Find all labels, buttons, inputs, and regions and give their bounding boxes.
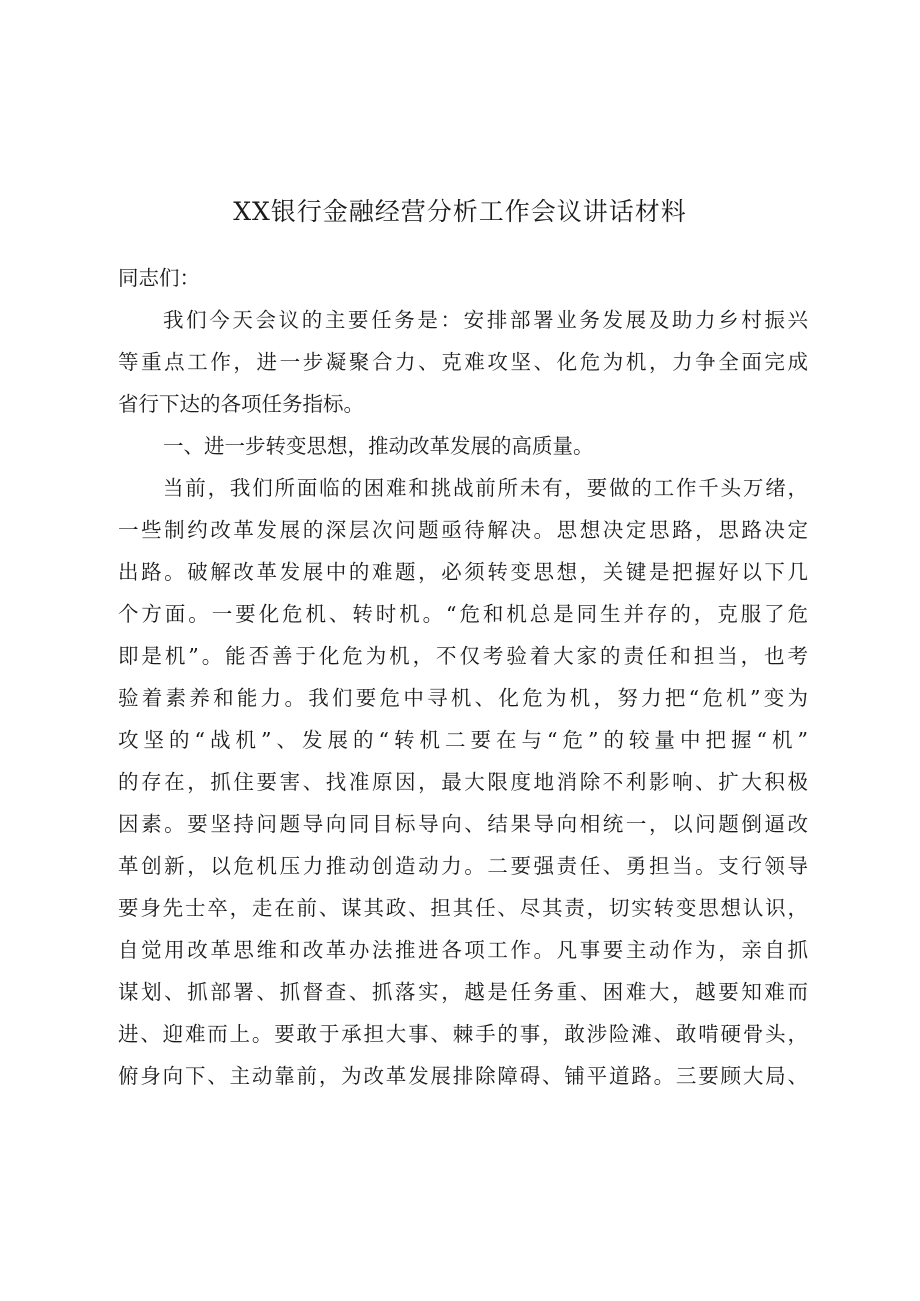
text-line: 因素。要坚持问题导向同目标导向、结果导向相统一，以问题倒逼改 xyxy=(118,812,808,836)
text-line: 我们今天会议的主要任务是：安排部署业务发展及助力乡村振兴 xyxy=(163,308,808,332)
text-line: 进、迎难而上。要敢于承担大事、棘手的事，敢涉险滩、敢啃硬骨头， xyxy=(118,1022,808,1046)
text-line: 俯身向下、主动靠前，为改革发展排除障碍、铺平道路。三要顾大局、 xyxy=(118,1064,808,1088)
text-line: 自觉用改革思维和改革办法推进各项工作。凡事要主动作为，亲自抓 xyxy=(118,938,808,962)
text-line: 攻坚的“战机”、发展的“转机二要在与“危”的较量中把握“机” xyxy=(118,728,808,752)
text-line: 谋划、抓部署、抓督查、抓落实，越是任务重、困难大，越要知难而 xyxy=(118,980,808,1004)
text-line: 省行下达的各项任务指标。 xyxy=(118,392,364,416)
text-line: 一些制约改革发展的深层次问题亟待解决。思想决定思路，思路决定 xyxy=(118,518,808,542)
text-line: 等重点工作，进一步凝聚合力、克难攻坚、化危为机，力争全面完成 xyxy=(118,350,808,374)
text-line: 即是机”。能否善于化危为机，不仅考验着大家的责任和担当，也考 xyxy=(118,644,808,668)
text-line: 验着素养和能力。我们要危中寻机、化危为机，努力把“危机”变为 xyxy=(118,686,808,710)
text-line: 当前，我们所面临的困难和挑战前所未有，要做的工作千头万绪， xyxy=(163,476,808,500)
salutation: 同志们： xyxy=(118,266,200,290)
text-line: 个方面。一要化危机、转时机。“危和机总是同生并存的，克服了危 xyxy=(118,602,808,626)
document-body xyxy=(118,257,808,1097)
text-line: 出路。破解改革发展中的难题，必须转变思想，关键是把握好以下几 xyxy=(118,560,808,584)
document-title: XX银行金融经营分析工作会议讲话材料 xyxy=(233,197,687,226)
text-line: 的存在，抓住要害、找准原因，最大限度地消除不利影响、扩大积极 xyxy=(118,770,808,794)
section-heading: 一、进一步转变思想，推动改革发展的高质量。 xyxy=(163,434,594,458)
text-line: 要身先士卒，走在前、谋其政、担其任、尽其责，切实转变思想认识， xyxy=(118,896,808,920)
text-line: 革创新，以危机压力推动创造动力。二要强责任、勇担当。支行领导 xyxy=(118,854,808,878)
